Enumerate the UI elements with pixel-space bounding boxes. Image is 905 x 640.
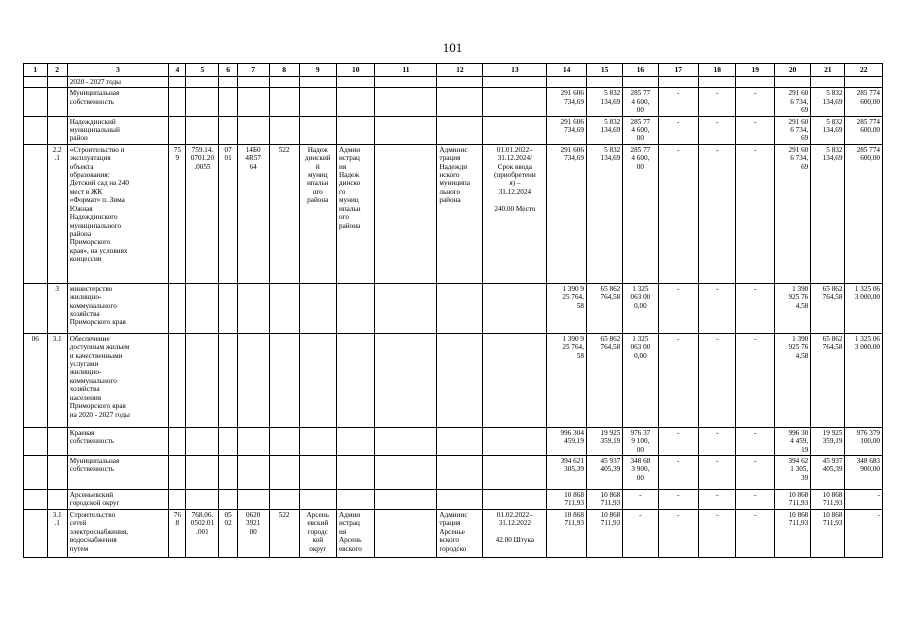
table-cell — [169, 88, 186, 116]
table-cell: - — [736, 456, 774, 490]
table-cell: - — [658, 283, 699, 333]
table-cell — [299, 88, 336, 116]
table-row — [24, 116, 883, 144]
table-cell: 976 379 100,00 — [845, 427, 883, 455]
table-cell — [237, 333, 269, 427]
table-cell: 1 390 9 25 764, 58 — [547, 333, 587, 427]
table-cell: - — [699, 509, 736, 557]
budget-table — [23, 63, 883, 558]
table-cell — [169, 77, 186, 88]
table-cell — [437, 333, 483, 427]
table-cell: 07 01 — [219, 144, 237, 283]
table-cell — [336, 116, 374, 144]
table-cell: 291 60 6 734, 69 — [774, 116, 810, 144]
table-cell — [169, 456, 186, 490]
table-cell — [24, 88, 48, 116]
table-cell: 10 868 711,93 — [547, 509, 587, 557]
table-cell — [24, 509, 48, 557]
column-header: 20 — [774, 64, 810, 77]
table-cell — [336, 490, 374, 510]
table-cell: 10 868 711,93 — [774, 509, 810, 557]
table-cell — [299, 333, 336, 427]
table-cell — [336, 333, 374, 427]
table-cell — [24, 116, 48, 144]
table-cell — [437, 77, 483, 88]
table-cell — [219, 77, 237, 88]
table-cell: 5 832 134,69 — [811, 144, 845, 283]
table-cell: 2020 - 2027 годы — [67, 77, 168, 88]
table-cell: Строительство сетей электроснабжения, водоснабжения путем — [67, 509, 168, 557]
table-cell — [483, 333, 547, 427]
table-cell: - — [699, 427, 736, 455]
table-cell: 285 774 600,00 — [845, 144, 883, 283]
table-cell: - — [736, 144, 774, 283]
table-cell: 1 390 9 25 764, 58 — [547, 283, 587, 333]
column-header: 3 — [67, 64, 168, 77]
table-cell — [186, 77, 219, 88]
table-cell — [336, 456, 374, 490]
table-cell — [483, 427, 547, 455]
table-row — [24, 88, 883, 116]
table-cell — [169, 283, 186, 333]
table-cell — [375, 77, 437, 88]
table-cell — [437, 116, 483, 144]
table-cell — [483, 490, 547, 510]
table-cell: - — [658, 144, 699, 283]
table-cell — [437, 427, 483, 455]
table-cell: 394 621 305,39 — [547, 456, 587, 490]
table-cell: 2.2 .1 — [47, 144, 67, 283]
table-cell: 1 325 06 3 000,00 — [845, 283, 883, 333]
table-cell — [437, 490, 483, 510]
table-cell: 1 390 925 76 4,58 — [774, 333, 810, 427]
table-cell: Краевая собственность — [67, 427, 168, 455]
table-cell — [219, 333, 237, 427]
table-cell: Муниципальная собственность — [67, 456, 168, 490]
table-cell: - — [623, 490, 658, 510]
table-cell — [736, 77, 774, 88]
table-cell — [336, 283, 374, 333]
table-cell: 996 304 459,19 — [547, 427, 587, 455]
table-cell — [47, 116, 67, 144]
table-cell — [169, 490, 186, 510]
table-cell — [24, 490, 48, 510]
table-cell — [299, 427, 336, 455]
table-cell: - — [658, 456, 699, 490]
table-cell — [437, 456, 483, 490]
column-header: 15 — [586, 64, 622, 77]
table-cell — [169, 427, 186, 455]
table-cell: Надеж динский й муниц ипальн ого района — [299, 144, 336, 283]
table-row — [24, 77, 883, 88]
table-cell: 10 868 711,93 — [774, 490, 810, 510]
table-cell — [186, 427, 219, 455]
table-cell: 768.06. 0502.01 .001 — [186, 509, 219, 557]
table-cell — [375, 509, 437, 557]
table-cell: 522 — [269, 509, 299, 557]
table-cell: 394 62 1 305, 39 — [774, 456, 810, 490]
table-cell — [375, 144, 437, 283]
table-body — [24, 77, 883, 558]
table-cell: 19 925 359,19 — [811, 427, 845, 455]
table-cell: - — [699, 116, 736, 144]
table-cell: 0620 3921 00 — [237, 509, 269, 557]
table-cell — [47, 490, 67, 510]
table-cell — [375, 283, 437, 333]
table-cell: - — [736, 283, 774, 333]
table-cell — [24, 144, 48, 283]
table-cell: 01.01.2022– 31.12.2024/ Срок ввода (приобретени я) – 31.12.2024 240.00 Место — [483, 144, 547, 283]
table-cell: 10 868 711,93 — [586, 490, 622, 510]
table-cell: 76 8 — [169, 509, 186, 557]
table-cell — [24, 283, 48, 333]
table-cell: 348 683 900,00 — [845, 456, 883, 490]
table-cell — [483, 456, 547, 490]
table-cell: 1 325 063 00 0,00 — [623, 333, 658, 427]
table-cell — [299, 490, 336, 510]
table-row — [24, 144, 883, 283]
table-cell: 285 77 4 600, 00 — [623, 88, 658, 116]
table-cell — [237, 88, 269, 116]
table-cell — [483, 283, 547, 333]
table-cell: 285 774 600,00 — [845, 88, 883, 116]
table-cell: - — [658, 509, 699, 557]
table-cell — [269, 283, 299, 333]
column-header: 16 — [623, 64, 658, 77]
table-cell: 3.1 .1 — [47, 509, 67, 557]
table-cell: - — [623, 509, 658, 557]
table-cell — [375, 116, 437, 144]
table-cell: Админ истрац ия Надеж динско го муниц ипальн ого района — [336, 144, 374, 283]
table-cell — [375, 333, 437, 427]
table-cell — [845, 77, 883, 88]
table-cell — [47, 77, 67, 88]
table-cell — [237, 283, 269, 333]
table-cell: - — [736, 116, 774, 144]
header-row — [24, 64, 883, 77]
column-header: 2 — [47, 64, 67, 77]
table-cell — [299, 283, 336, 333]
table-cell: - — [699, 333, 736, 427]
table-cell — [269, 88, 299, 116]
table-cell: 06 — [24, 333, 48, 427]
table-cell — [586, 77, 622, 88]
table-cell — [186, 456, 219, 490]
table-cell: 291 606 734,69 — [547, 116, 587, 144]
table-cell — [774, 77, 810, 88]
table-cell — [375, 490, 437, 510]
table-cell: Муниципальная собственность — [67, 88, 168, 116]
table-cell: - — [736, 490, 774, 510]
table-cell — [269, 77, 299, 88]
table-cell — [483, 88, 547, 116]
column-header: 8 — [269, 64, 299, 77]
table-cell — [811, 77, 845, 88]
table-cell — [299, 116, 336, 144]
column-header: 7 — [237, 64, 269, 77]
table-cell: Арсень евский городс кой округ — [299, 509, 336, 557]
column-header: 17 — [658, 64, 699, 77]
table-cell: 522 — [269, 144, 299, 283]
table-cell — [219, 490, 237, 510]
table-cell: «Строительство и эксплуатация объекта образования: Детский сад на 240 мест в ЖК «Формат» п. Зима Южная Надеждинского муниципального района Приморского края», на условиях концессии — [67, 144, 168, 283]
table-cell: 976 37 9 100, 00 — [623, 427, 658, 455]
table-cell: Арсеньевский городской округ — [67, 490, 168, 510]
table-cell — [336, 427, 374, 455]
table-cell: - — [845, 509, 883, 557]
table-cell — [237, 490, 269, 510]
column-header: 19 — [736, 64, 774, 77]
table-cell: 65 862 764,58 — [586, 283, 622, 333]
column-header: 9 — [299, 64, 336, 77]
table-cell: 10 868 711,93 — [586, 509, 622, 557]
table-cell: - — [736, 509, 774, 557]
table-cell: 348 68 3 900, 00 — [623, 456, 658, 490]
table-cell — [623, 77, 658, 88]
table-cell — [47, 427, 67, 455]
table-cell — [47, 88, 67, 116]
table-cell — [699, 77, 736, 88]
table-cell: Админис трация Надежди нского муниципа льного района — [437, 144, 483, 283]
table-cell: - — [658, 88, 699, 116]
table-cell — [219, 427, 237, 455]
table-cell: 10 868 711,93 — [811, 509, 845, 557]
table-cell: 291 60 6 734, 69 — [774, 144, 810, 283]
table-cell — [186, 116, 219, 144]
table-cell: 01.02.2022– 31.12.2022 42.00 Штука — [483, 509, 547, 557]
column-header: 13 — [483, 64, 547, 77]
table-cell: 1 325 063 00 0,00 — [623, 283, 658, 333]
table-cell — [24, 77, 48, 88]
table-cell — [219, 88, 237, 116]
table-cell — [375, 88, 437, 116]
table-cell: - — [699, 283, 736, 333]
table-cell — [299, 456, 336, 490]
table-cell: 5 832 134,69 — [586, 116, 622, 144]
table-cell — [269, 333, 299, 427]
table-cell — [219, 456, 237, 490]
table-cell: 285 774 600,00 — [845, 116, 883, 144]
column-header: 10 — [336, 64, 374, 77]
column-header: 12 — [437, 64, 483, 77]
column-header: 18 — [699, 64, 736, 77]
table-cell: Надеждинский муниципальный район — [67, 116, 168, 144]
column-header: 14 — [547, 64, 587, 77]
table-cell — [237, 427, 269, 455]
table-cell: - — [736, 333, 774, 427]
table-cell — [186, 490, 219, 510]
table-cell — [269, 427, 299, 455]
table-cell — [483, 77, 547, 88]
table-cell: - — [699, 456, 736, 490]
table-cell — [24, 427, 48, 455]
table-cell — [186, 283, 219, 333]
table-cell — [658, 77, 699, 88]
table-row — [24, 333, 883, 427]
table-cell — [186, 333, 219, 427]
table-cell — [375, 427, 437, 455]
table-cell: Админис трация Арсенье вского городско — [437, 509, 483, 557]
table-cell: 285 77 4 600, 00 — [623, 144, 658, 283]
table-cell: 5 832 134,69 — [811, 88, 845, 116]
table-cell: - — [736, 427, 774, 455]
table-cell: - — [658, 116, 699, 144]
table-cell: - — [699, 88, 736, 116]
table-cell: - — [658, 490, 699, 510]
table-cell — [219, 116, 237, 144]
table-cell: 1 390 925 76 4,58 — [774, 283, 810, 333]
table-cell: Обеспечение доступным жильем и качественными услугами жилищно- коммунального хозяйства населения Приморского края на 2020 - 2027 годы — [67, 333, 168, 427]
table-cell — [437, 283, 483, 333]
table-row — [24, 427, 883, 455]
table-cell — [237, 116, 269, 144]
table-cell — [169, 333, 186, 427]
table-cell: 14Б0 4R57 64 — [237, 144, 269, 283]
table-cell: 10 868 711,93 — [547, 490, 587, 510]
column-header: 1 — [24, 64, 48, 77]
table-cell: 5 832 134,69 — [586, 144, 622, 283]
table-cell: 10 868 711,93 — [811, 490, 845, 510]
table-row — [24, 456, 883, 490]
table-cell: 291 606 734,69 — [547, 88, 587, 116]
table-cell: 3 — [47, 283, 67, 333]
table-cell — [375, 456, 437, 490]
table-cell — [336, 77, 374, 88]
table-cell: 19 925 359,19 — [586, 427, 622, 455]
table-cell — [47, 456, 67, 490]
table-cell — [437, 88, 483, 116]
table-cell — [24, 456, 48, 490]
table-cell: 05 02 — [219, 509, 237, 557]
table-cell: 75 9 — [169, 144, 186, 283]
table-cell — [186, 88, 219, 116]
table-cell — [269, 490, 299, 510]
table-cell: 759.14. 0701.20 .0055 — [186, 144, 219, 283]
column-header: 4 — [169, 64, 186, 77]
page-number: 101 — [442, 40, 463, 55]
column-header: 22 — [845, 64, 883, 77]
table-cell: 65 862 764,58 — [811, 333, 845, 427]
table-cell: 5 832 134,69 — [586, 88, 622, 116]
table-row — [24, 509, 883, 557]
table-cell: 3.1 — [47, 333, 67, 427]
table-cell: 5 832 134,69 — [811, 116, 845, 144]
table-cell: 45 937 405,39 — [586, 456, 622, 490]
table-cell: - — [736, 88, 774, 116]
table-cell: 291 606 734,69 — [547, 144, 587, 283]
table-cell: 65 862 764,58 — [811, 283, 845, 333]
table-cell — [219, 283, 237, 333]
table-cell — [336, 88, 374, 116]
column-header: 6 — [219, 64, 237, 77]
table-cell: министерство жилищно- коммунального хозяйства Приморского края — [67, 283, 168, 333]
column-header: 5 — [186, 64, 219, 77]
table-cell: 996 30 4 459, 19 — [774, 427, 810, 455]
table-cell: 1 325 06 3 000,00 — [845, 333, 883, 427]
table-cell: - — [658, 333, 699, 427]
table-cell — [237, 456, 269, 490]
table-cell: 285 77 4 600, 00 — [623, 116, 658, 144]
table-cell — [269, 116, 299, 144]
table-cell: 291 60 6 734, 69 — [774, 88, 810, 116]
table-cell — [547, 77, 587, 88]
table-row — [24, 283, 883, 333]
column-header: 21 — [811, 64, 845, 77]
table-cell: 65 862 764,58 — [586, 333, 622, 427]
table-cell: - — [699, 144, 736, 283]
table-cell: - — [699, 490, 736, 510]
table-cell — [269, 456, 299, 490]
table-cell: Админ истрац ия Арсень евского — [336, 509, 374, 557]
table-row — [24, 490, 883, 510]
table-cell — [299, 77, 336, 88]
table-cell — [483, 116, 547, 144]
table-cell — [237, 77, 269, 88]
table-cell: 45 937 405,39 — [811, 456, 845, 490]
table-cell — [169, 116, 186, 144]
table-cell: - — [658, 427, 699, 455]
table-cell: - — [845, 490, 883, 510]
column-header: 11 — [375, 64, 437, 77]
